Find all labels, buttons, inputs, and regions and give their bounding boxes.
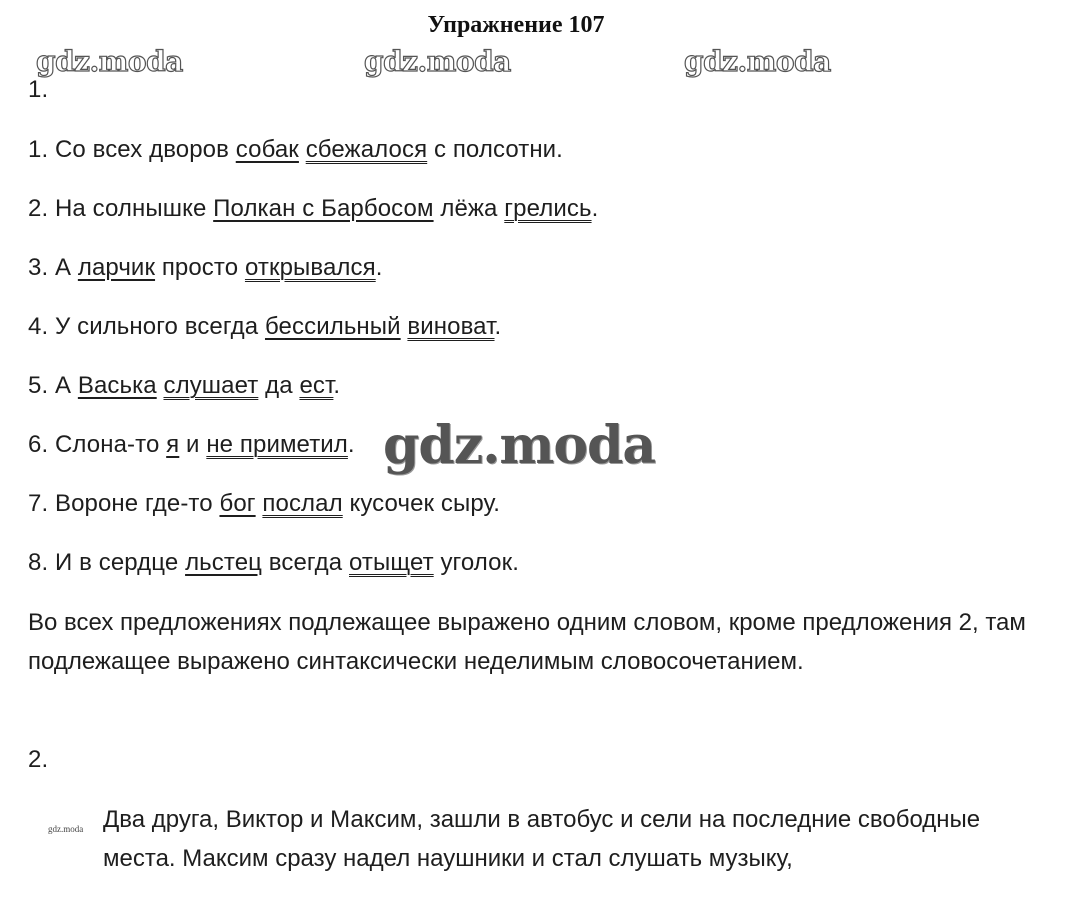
sentence-text: и <box>179 431 207 458</box>
sentence-text: уголок. <box>433 549 519 576</box>
subject-word: бессильный <box>264 313 401 340</box>
subject-word: Полкан с Барбосом <box>213 195 434 222</box>
predicate-word: грелись <box>504 195 592 222</box>
sentence-line <box>28 195 598 223</box>
watermark: gdz.moda <box>36 45 183 78</box>
conclusion-paragraph: Во всех предложениях подлежащее выражено одним словом, кроме предложения 2, там подлежащее выражено синтаксически неделимым словосочетанием. <box>28 609 1026 675</box>
sentence-line <box>28 549 519 577</box>
sentence-text: 4. У сильного всегда <box>28 313 265 340</box>
sentence-text: лёжа <box>433 195 505 222</box>
predicate-word: отыщет <box>349 549 434 576</box>
sentence-text: 1. Со всех дворов <box>28 136 236 163</box>
subject-word: собак <box>235 136 299 163</box>
watermark: gdz.moda <box>684 45 831 78</box>
sentence-text <box>299 136 306 163</box>
story-paragraph: Два друга, Виктор и Максим, зашли в автобус и сели на последние свободные места. Максим сразу надел наушники и стал слушать музыку, <box>103 806 981 872</box>
sentence-text: . <box>347 431 355 458</box>
sentence-text: 3. А <box>28 254 78 281</box>
sentence-text: кусочек сыру. <box>342 490 500 517</box>
predicate-word: сбежалося <box>305 136 428 163</box>
sentence-text: 5. А <box>28 372 78 399</box>
sentence-text: . <box>591 195 599 222</box>
predicate-word: открывался <box>244 254 376 281</box>
sentence-text: с полсотни. <box>427 136 563 163</box>
sentence-text: . <box>494 313 502 340</box>
subject-word: льстец <box>185 549 262 576</box>
watermark-large: gdz.moda <box>383 415 656 476</box>
predicate-word: ест <box>299 372 334 399</box>
section-2-marker: 2. <box>28 746 49 773</box>
sentence-line <box>28 490 500 518</box>
sentence-text: да <box>258 372 300 399</box>
sentence-line <box>28 372 340 400</box>
subject-word: бог <box>219 490 256 517</box>
sentence-text: 2. На солнышке <box>28 195 214 222</box>
section-1-marker: 1. <box>28 76 49 103</box>
page-title: Упражнение 107 <box>427 12 605 38</box>
sentence-line <box>28 313 501 341</box>
sentence-text: 7. Вороне где-то <box>28 490 220 517</box>
predicate-word: послал <box>262 490 343 517</box>
sentence-text: . <box>333 372 341 399</box>
sentence-text: . <box>375 254 383 281</box>
sentence-text: просто <box>155 254 245 281</box>
subject-word: я <box>166 431 180 458</box>
sentence-text: 8. И в сердце <box>28 549 186 576</box>
predicate-word: не приметил <box>206 431 348 458</box>
sentence-text: 6. Слона-то <box>28 431 167 458</box>
sentence-line <box>28 254 382 282</box>
predicate-word: слушает <box>163 372 259 399</box>
sentence-line <box>28 431 355 459</box>
predicate-word: виноват <box>407 313 495 340</box>
subject-word: Васька <box>77 372 157 399</box>
watermark: gdz.moda <box>364 45 511 78</box>
sentence-line <box>28 136 563 164</box>
watermark-small: gdz.moda <box>48 824 84 834</box>
subject-word: ларчик <box>77 254 156 281</box>
sentence-text: всегда <box>262 549 349 576</box>
